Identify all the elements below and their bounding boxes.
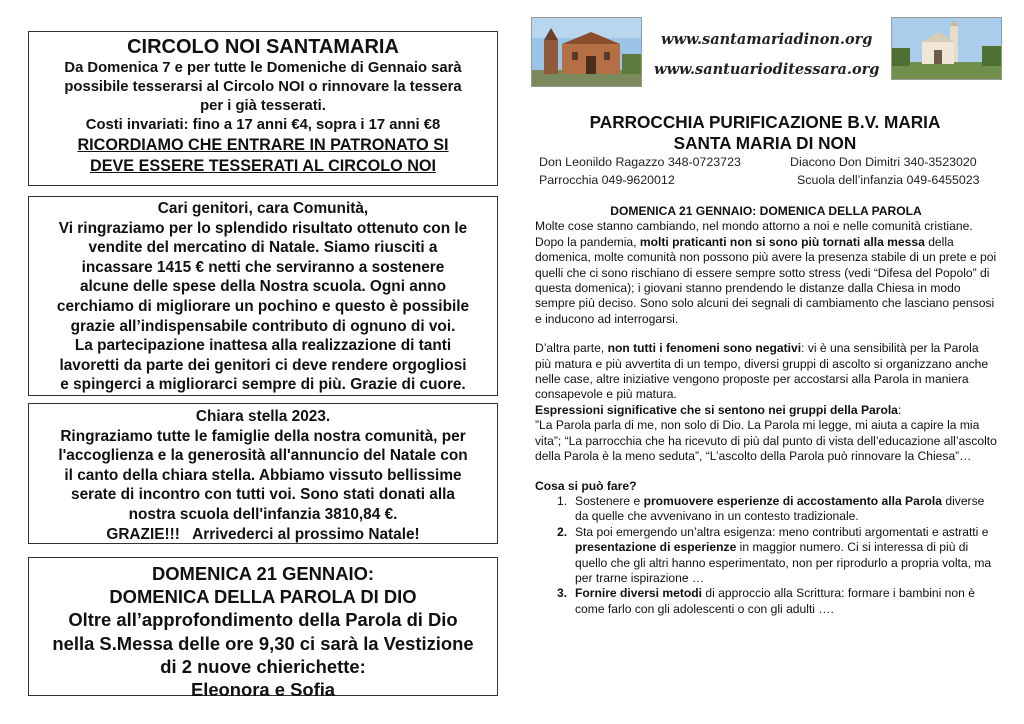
circolo-text-line: Costi invariati: fino a 17 anni €4, sopra i 17 anni €8	[85, 117, 441, 133]
article-paragraph: Dopo la pandemia, molti praticanti non si sono più tornati alla messa della domenica, molte comunità non possono più avere la presenza stabile di un prete e poi quelli che ci sono rischiano di essere sempre sotto stress (vedi “Difesa del Popolo” di questa domenica); i giovani stanno prendendo le distanze dalla Chiesa in modo sempre più deciso. Sono solo alcuni dei segnali di cambiamento che lasciano pensosi e inducono ad interrogarsi.	[535, 234, 997, 326]
genitori-line: grazie all’indispensabile contributo di ognuno di voi.	[70, 317, 456, 335]
list-item: 3. Fornire diversi metodi di approccio alla Scrittura: formare i bambini non è come farlo con gli adolescenti o con gli adulti ….	[557, 586, 975, 616]
stella-line: GRAZIE!!! Arrivederci al prossimo Natale!	[106, 525, 420, 543]
parish-name: PARROCCHIA PURIFICAZIONE B.V. MARIA	[589, 112, 941, 132]
domenica-line: di 2 nuove chierichette:	[160, 655, 366, 677]
stella-line: serate di incontro con tutti voi. Sono stati donati alla	[71, 486, 455, 504]
list-item: 2. Sta poi emergendo un’altra esigenza: meno contributi argomentati e astratti e presentazione di esperienze in maggior numero. Ci si interessa di più di quello che gli altri hanno esperimentato, non per riprodurlo a propria volta, ma per trarne ispirazione …	[557, 524, 992, 585]
genitori-line: lavoretti da parte dei genitori ci deve rendere orgogliosi	[59, 356, 467, 374]
genitori-line: cerchiamo di migliorare un pochino e questo è possibile	[56, 297, 470, 315]
contact-parroco: Don Leonildo Ragazzo 348-0723723	[539, 155, 741, 169]
stella-line: l'accoglienza e la generosità all'annuncio del Natale con	[58, 447, 468, 465]
article-question: Cosa si può fare?	[535, 478, 637, 493]
circolo-text-line: Da Domenica 7 e per tutte le Domeniche di Gennaio sarà	[64, 60, 462, 76]
article-quotes: ”La Parola parla di me, non solo di Dio. La Parola mi legge, mi aiuta a capire la mia vita”; “La parrocchia che ha ricevuto di più dal punto di vista dell’educazione all’ascolto della Parola è la meno seduta”, “L’ascolto della Parola può rinnovare la Chiesa”…	[535, 418, 997, 464]
circolo-text-line: possibile tesserarsi al Circolo NOI o rinnovare la tessera	[64, 79, 462, 95]
stella-line: il canto della chiara stella. Abbiamo vissuto bellissime	[64, 466, 462, 484]
circolo-warning-line: DEVE ESSERE TESSERATI AL CIRCOLO NOI	[90, 157, 436, 175]
article-title: DOMENICA 21 GENNAIO: DOMENICA DELLA PAROLA	[610, 204, 922, 218]
list-number: 1.	[557, 493, 568, 508]
article-highlight: molti praticanti non si sono più tornati alla messa	[639, 234, 925, 249]
list-number: 2.	[557, 524, 568, 539]
article-paragraph: Molte cose stanno cambiando, nel mondo attorno a noi e nelle comunità cristiane.	[535, 219, 973, 234]
list-number: 3.	[557, 586, 568, 601]
website-link-santamaria[interactable]: www.santamariadinon.org	[661, 31, 873, 48]
domenica-line: DOMENICA 21 GENNAIO:	[151, 563, 375, 584]
contact-diacono: Diacono Don Dimitri 340-3523020	[790, 155, 977, 169]
church-photo-right	[891, 17, 1002, 80]
chiara-stella-box	[28, 403, 498, 544]
domenica-line: Eleonora e Sofia	[190, 679, 336, 701]
domenica-line: Oltre all’approfondimento della Parola di Dio	[68, 609, 458, 631]
stella-line: Ringraziamo tutte le famiglie della nostra comunità, per	[60, 427, 466, 445]
genitori-line: incassare 1415 € netti che serviranno a sostenere	[81, 258, 445, 276]
genitori-line: Cari genitori, cara Comunità,	[157, 200, 369, 217]
article	[535, 204, 997, 617]
stella-line: Chiara stella 2023.	[195, 408, 331, 425]
domenica-line: nella S.Messa delle ore 9,30 ci sarà la Vestizione	[52, 632, 474, 654]
contact-parrocchia: Parrocchia 049-9620012	[539, 173, 675, 187]
website-link-santuario[interactable]: www.santuarioditessara.org	[654, 61, 880, 78]
genitori-line: e spingerci a migliorarci sempre di più. Grazie di cuore.	[60, 376, 466, 394]
contact-scuola: Scuola dell’infanzia 049-6455023	[797, 173, 980, 187]
parish-location: SANTA MARIA DI NON	[673, 133, 857, 153]
genitori-box	[28, 196, 498, 396]
article-subheading: Espressioni significative che si sentono nei gruppi della Parola:	[535, 402, 902, 417]
domenica-parola-box	[28, 557, 498, 701]
article-highlight: non tutti i fenomeni sono negativi	[607, 341, 802, 356]
genitori-line: alcune delle spese della Nostra scuola. Ogni anno	[79, 278, 447, 296]
circolo-title: CIRCOLO NOI SANTAMARIA	[127, 36, 399, 58]
genitori-line: La partecipazione inattesa alla realizzazione di tanti	[74, 337, 452, 355]
genitori-line: Vi ringraziamo per lo splendido risultato ottenuto con le	[58, 219, 468, 237]
list-item: 1. Sostenere e promuovere esperienze di accostamento alla Parola diverse da quelle che avvenivano in un contesto tradizionale.	[557, 493, 985, 524]
stella-line: nostra scuola dell'infanzia 3810,84 €.	[128, 505, 398, 523]
circolo-noi-box	[28, 31, 498, 186]
circolo-text-line: per i già tesserati.	[200, 98, 326, 114]
genitori-line: vendite del mercatino di Natale. Siamo riusciti a	[88, 239, 438, 257]
circolo-warning-line: RICORDIAMO CHE ENTRARE IN PATRONATO SI	[77, 136, 449, 154]
article-paragraph: D’altra parte, non tutti i fenomeni sono negativi: vi è una sensibilità per la Parola più matura e più avvertita di un tempo, diversi gruppi di ascolto si organizzano anche nelle case, altre iniziative vengono proposte per accostarsi alla Parola in maniera consapevole e più matura.	[535, 341, 989, 402]
domenica-line: DOMENICA DELLA PAROLA DI DIO	[109, 586, 417, 608]
church-photo-left	[531, 17, 642, 87]
